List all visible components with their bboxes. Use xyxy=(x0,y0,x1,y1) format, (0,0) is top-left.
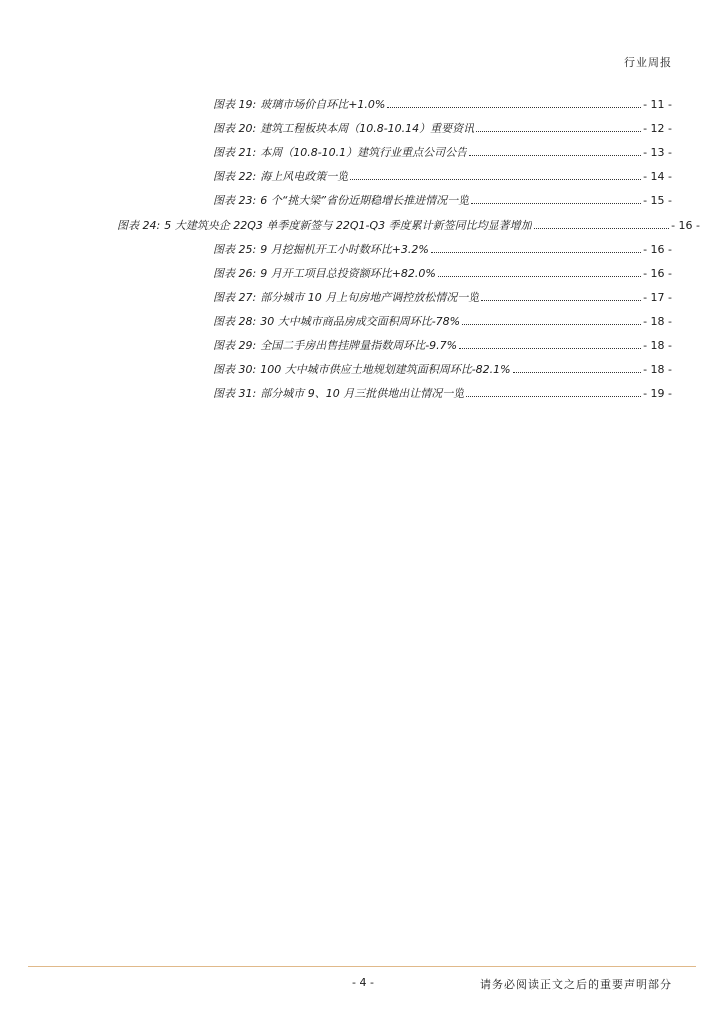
toc-entry-page: - 13 - xyxy=(643,146,672,159)
toc-entry-page: - 17 - xyxy=(643,291,672,304)
toc-entry-title: 9 月挖掘机开工小时数环比+3.2% xyxy=(260,243,429,256)
toc-leader-dots xyxy=(476,131,641,132)
toc-entry-31[interactable] xyxy=(213,385,672,401)
toc-entry-28[interactable] xyxy=(213,313,672,329)
toc-leader-dots xyxy=(513,372,641,373)
toc-entry-label: 图表 23: xyxy=(213,194,257,207)
toc-entry-21[interactable] xyxy=(213,144,672,160)
toc-entry-page: - 16 - xyxy=(671,219,700,232)
footer-disclaimer-note: 请务必阅读正文之后的重要声明部分 xyxy=(480,978,672,991)
toc-entry-title: 100 大中城市供应土地规划建筑面积周环比-82.1% xyxy=(260,363,511,376)
toc-entry-25[interactable] xyxy=(213,241,672,257)
toc-entry-page: - 16 - xyxy=(643,267,672,280)
toc-entry-page: - 12 - xyxy=(643,122,672,135)
toc-entry-page: - 15 - xyxy=(643,194,672,207)
toc-leader-dots xyxy=(438,276,641,277)
toc-entry-title: 6 个“挑大梁”省份近期稳增长推进情况一览 xyxy=(260,194,470,207)
toc-entry-29[interactable] xyxy=(213,337,672,353)
toc-entry-page: - 18 - xyxy=(643,339,672,352)
toc-leader-dots xyxy=(431,252,641,253)
toc-entry-title: 全国二手房出售挂牌量指数周环比-9.7% xyxy=(260,339,458,352)
toc-leader-dots xyxy=(459,348,641,349)
toc-entry-page: - 14 - xyxy=(643,170,672,183)
report-type-header: 行业周报 xyxy=(624,56,672,69)
toc-entry-title: 部分城市 10 月上旬房地产调控放松情况一览 xyxy=(260,291,480,304)
toc-entry-page: - 19 - xyxy=(643,387,672,400)
toc-entry-page: - 18 - xyxy=(643,363,672,376)
toc-entry-title: 5 大建筑央企 22Q3 单季度新签与 22Q1-Q3 季度累计新签同比均显著增加 xyxy=(164,219,532,232)
toc-entry-label: 图表 26: xyxy=(213,267,257,280)
toc-entry-page: - 16 - xyxy=(643,243,672,256)
toc-entry-24[interactable] xyxy=(117,217,700,233)
toc-entry-page: - 18 - xyxy=(643,315,672,328)
footer-page-number: - 4 - xyxy=(352,976,374,989)
toc-entry-30[interactable] xyxy=(213,361,672,377)
toc-entry-title: 玻璃市场价自环比+1.0% xyxy=(260,98,386,111)
toc-entry-label: 图表 29: xyxy=(213,339,257,352)
toc-entry-label: 图表 19: xyxy=(213,98,257,111)
toc-entry-label: 图表 22: xyxy=(213,170,257,183)
toc-entry-label: 图表 24: xyxy=(117,219,161,232)
toc-entry-23[interactable] xyxy=(213,192,672,208)
toc-entry-title: 部分城市 9、10 月三批供地出让情况一览 xyxy=(260,387,465,400)
toc-entry-title: 本周（10.8-10.1）建筑行业重点公司公告 xyxy=(260,146,468,159)
toc-entry-label: 图表 28: xyxy=(213,315,257,328)
toc-entry-label: 图表 20: xyxy=(213,122,257,135)
toc-entry-label: 图表 21: xyxy=(213,146,257,159)
toc-leader-dots xyxy=(469,155,641,156)
footer-divider xyxy=(28,966,696,967)
toc-leader-dots xyxy=(350,179,641,180)
toc-entry-page: - 11 - xyxy=(643,98,672,111)
toc-leader-dots xyxy=(471,203,641,204)
toc-entry-title: 建筑工程板块本周（10.8-10.14）重要资讯 xyxy=(260,122,475,135)
toc-entry-27[interactable] xyxy=(213,289,672,305)
toc-leader-dots xyxy=(387,107,641,108)
toc-leader-dots xyxy=(462,324,641,325)
toc-entry-label: 图表 27: xyxy=(213,291,257,304)
toc-entry-title: 海上风电政策一览 xyxy=(260,170,349,183)
toc-entry-22[interactable] xyxy=(213,168,672,184)
toc-entry-label: 图表 30: xyxy=(213,363,257,376)
toc-entry-26[interactable] xyxy=(213,265,672,281)
toc-entry-label: 图表 31: xyxy=(213,387,257,400)
toc-leader-dots xyxy=(481,300,641,301)
toc-entry-20[interactable] xyxy=(213,120,672,136)
toc-entry-label: 图表 25: xyxy=(213,243,257,256)
toc-leader-dots xyxy=(466,396,641,397)
toc-entry-title: 9 月开工项目总投资额环比+82.0% xyxy=(260,267,436,280)
toc-leader-dots xyxy=(534,228,669,229)
toc-entry-19[interactable] xyxy=(213,96,672,112)
toc-entry-title: 30 大中城市商品房成交面积周环比-78% xyxy=(260,315,461,328)
